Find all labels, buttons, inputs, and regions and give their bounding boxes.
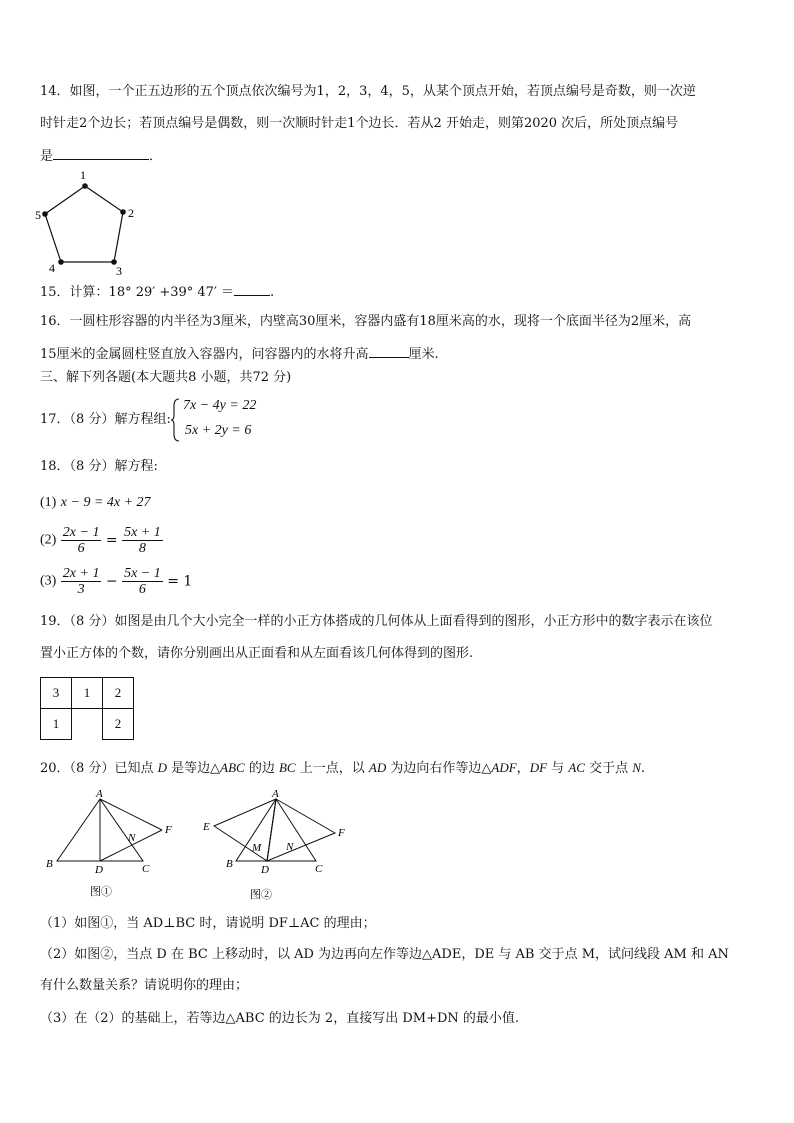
q18-p1-label: (1) bbox=[40, 495, 57, 510]
q18-p2-num2: 5x + 1 bbox=[124, 525, 161, 540]
q18-p3-label: (3) bbox=[40, 573, 57, 589]
label-n: N bbox=[128, 832, 136, 844]
q18-p3-frac2 bbox=[122, 566, 163, 597]
q20-sub2-line1: （2）如图②，当点 D 在 BC 上移动时，以 AD 为边再向左作等边△ADE，DE 与 AB 交于点 M，试问线段 AM 和 AN bbox=[40, 947, 729, 962]
q18-p2-num1: 2x − 1 bbox=[62, 525, 100, 540]
label-c: C bbox=[315, 863, 323, 875]
answer-blank bbox=[369, 345, 409, 358]
point-n: N bbox=[632, 760, 641, 775]
q16-line2 bbox=[40, 345, 439, 363]
q18-p2-den2: 8 bbox=[138, 541, 146, 556]
vertex-5 bbox=[42, 211, 48, 217]
q20-text: 上一点，以 bbox=[299, 761, 365, 776]
q18-p3-num2: 5x − 1 bbox=[124, 566, 161, 581]
q19-line1: 19．（8 分）如图是由几个大小完全一样的小正方体搭成的几何体从上面看得到的图形，小正方形中的数字表示在该位 bbox=[40, 614, 713, 629]
q15-line bbox=[40, 283, 274, 301]
triangle-adf-shape bbox=[267, 799, 335, 861]
label-a: A bbox=[96, 788, 103, 800]
segment-ac: AC bbox=[568, 760, 585, 775]
q17-eq1: 7x − 4y = 22 bbox=[183, 398, 257, 413]
q14-line3-text: 是 bbox=[40, 149, 54, 164]
top-view-grid bbox=[40, 677, 134, 740]
q18-part3 bbox=[40, 566, 192, 597]
q20-text: 交于点 bbox=[589, 761, 629, 776]
pentagon-shape bbox=[45, 186, 123, 262]
label-m: M bbox=[252, 842, 262, 854]
grid-row bbox=[41, 709, 134, 740]
q18-p1-eq: x − 9 = 4x + 27 bbox=[60, 495, 151, 510]
q20-text: 是等边△ bbox=[171, 761, 221, 776]
figure-2-caption: 图② bbox=[250, 889, 272, 901]
label-b: B bbox=[46, 858, 53, 870]
grid-cell: 3 bbox=[41, 678, 72, 709]
segment-bc: BC bbox=[278, 760, 296, 775]
label-c: C bbox=[142, 863, 150, 875]
q14-line1: 14．如图，一个正五边形的五个顶点依次编号为1，2，3，4，5，从某个顶点开始，若顶点编号是奇数，则一次逆 bbox=[40, 84, 696, 99]
label-f: F bbox=[165, 824, 172, 836]
triangle-ade-shape bbox=[214, 799, 276, 861]
answer-blank bbox=[53, 147, 149, 160]
triangle-abc: ABC bbox=[220, 760, 245, 775]
label-b: B bbox=[226, 858, 233, 870]
pentagon-figure bbox=[30, 168, 150, 282]
q18-part2 bbox=[40, 525, 163, 556]
segment-af-line bbox=[100, 799, 162, 830]
q20-sub3: （3）在（2）的基础上，若等边△ABC 的边长为 2，直接写出 DM+DN 的最小值. bbox=[40, 1011, 520, 1026]
label-e: E bbox=[203, 821, 210, 833]
grid-row bbox=[41, 678, 134, 709]
q18-p3-op: − bbox=[105, 573, 118, 590]
system-brace bbox=[171, 398, 181, 442]
grid-cell: 2 bbox=[103, 709, 134, 740]
label-n: N bbox=[286, 841, 294, 853]
q20-intro bbox=[40, 760, 645, 777]
q14-line2: 时针走2个边长；若顶点编号是偶数，则一次顺时针走1个边长．若从2 开始走，则第2020 次后，所处顶点编号 bbox=[40, 116, 679, 131]
q20-sub1: （1）如图①，当 AD⊥BC 时，请说明 DF⊥AC 的理由； bbox=[40, 916, 376, 931]
vertex-1 bbox=[82, 183, 88, 189]
q16-end: 厘米. bbox=[408, 347, 439, 362]
vertex-label-2: 2 bbox=[128, 206, 134, 220]
q18-p2-eqsign: = bbox=[105, 532, 118, 549]
vertex-label-3: 3 bbox=[116, 264, 122, 278]
q19-line2: 置小正方体的个数，请你分别画出从正面看和从左面看该几何体得到的图形. bbox=[40, 646, 474, 661]
q16-line1: 16．一圆柱形容器的内半径为3厘米，内壁高30厘米，容器内盛有18厘米高的水，现将一个底面半径为2厘米，高 bbox=[40, 314, 692, 329]
q15-text: 15．计算：18° 29′ +39° 47′ ＝ bbox=[40, 285, 235, 300]
label-a: A bbox=[272, 788, 279, 800]
q18-p2-frac1 bbox=[61, 525, 102, 556]
q17-prefix: 17．（8 分）解方程组: bbox=[40, 412, 171, 427]
q20-text: . bbox=[640, 761, 646, 776]
grid-cell-empty bbox=[72, 709, 103, 740]
vertex-2 bbox=[120, 209, 126, 215]
q18-p3-num1: 2x + 1 bbox=[62, 566, 100, 581]
q18-p2-frac2 bbox=[122, 525, 163, 556]
vertex-4 bbox=[58, 259, 64, 265]
q20-text: 为边向右作等边△ bbox=[390, 761, 492, 776]
q15-end: . bbox=[270, 285, 275, 300]
q18-p3-frac1 bbox=[61, 566, 102, 597]
q20-sub2-line2: 有什么数量关系？请说明你的理由； bbox=[40, 978, 249, 993]
vertex-label-1: 1 bbox=[80, 168, 86, 182]
vertex-label-5: 5 bbox=[35, 208, 41, 222]
point-d: D bbox=[157, 760, 167, 775]
q14-line3 bbox=[40, 147, 162, 165]
answer-blank bbox=[234, 283, 270, 296]
label-f: F bbox=[338, 827, 345, 839]
q20-text: 的边 bbox=[248, 761, 275, 776]
q18-p3-den1: 3 bbox=[77, 582, 85, 597]
grid-cell: 1 bbox=[72, 678, 103, 709]
grid-cell: 1 bbox=[41, 709, 72, 740]
figure-1 bbox=[42, 788, 182, 908]
segment-ad: AD bbox=[368, 760, 387, 775]
q18-prefix: 18．（8 分）解方程: bbox=[40, 459, 158, 474]
q20-prefix: 20．（8 分）已知点 bbox=[40, 761, 154, 776]
q14-end: ． bbox=[149, 149, 163, 164]
triangle-abc-shape bbox=[236, 799, 316, 861]
grid-cell: 2 bbox=[103, 678, 134, 709]
section-heading: 三、解下列各题(本大题共8 小题，共72 分) bbox=[40, 370, 292, 385]
vertex-label-4: 4 bbox=[49, 261, 55, 275]
figure-2 bbox=[198, 788, 358, 908]
segment-df: DF bbox=[529, 760, 548, 775]
q18-p2-label: (2) bbox=[40, 532, 57, 548]
q18-p3-rhs: = 1 bbox=[167, 573, 193, 590]
q17-eq2: 5x + 2y = 6 bbox=[185, 423, 252, 438]
figure-1-caption: 图① bbox=[90, 886, 112, 898]
triangle-adf: ADF bbox=[491, 760, 517, 775]
q18-part1 bbox=[40, 494, 151, 511]
q18-p2-den1: 6 bbox=[77, 541, 85, 556]
label-d: D bbox=[95, 864, 103, 876]
q20-text: ， bbox=[516, 761, 530, 776]
label-d: D bbox=[261, 864, 269, 876]
q20-text: 与 bbox=[551, 761, 565, 776]
q16-line2-text: 15厘米的金属圆柱竖直放入容器内，问容器内的水将升高 bbox=[40, 347, 369, 362]
q18-p3-den2: 6 bbox=[138, 582, 146, 597]
